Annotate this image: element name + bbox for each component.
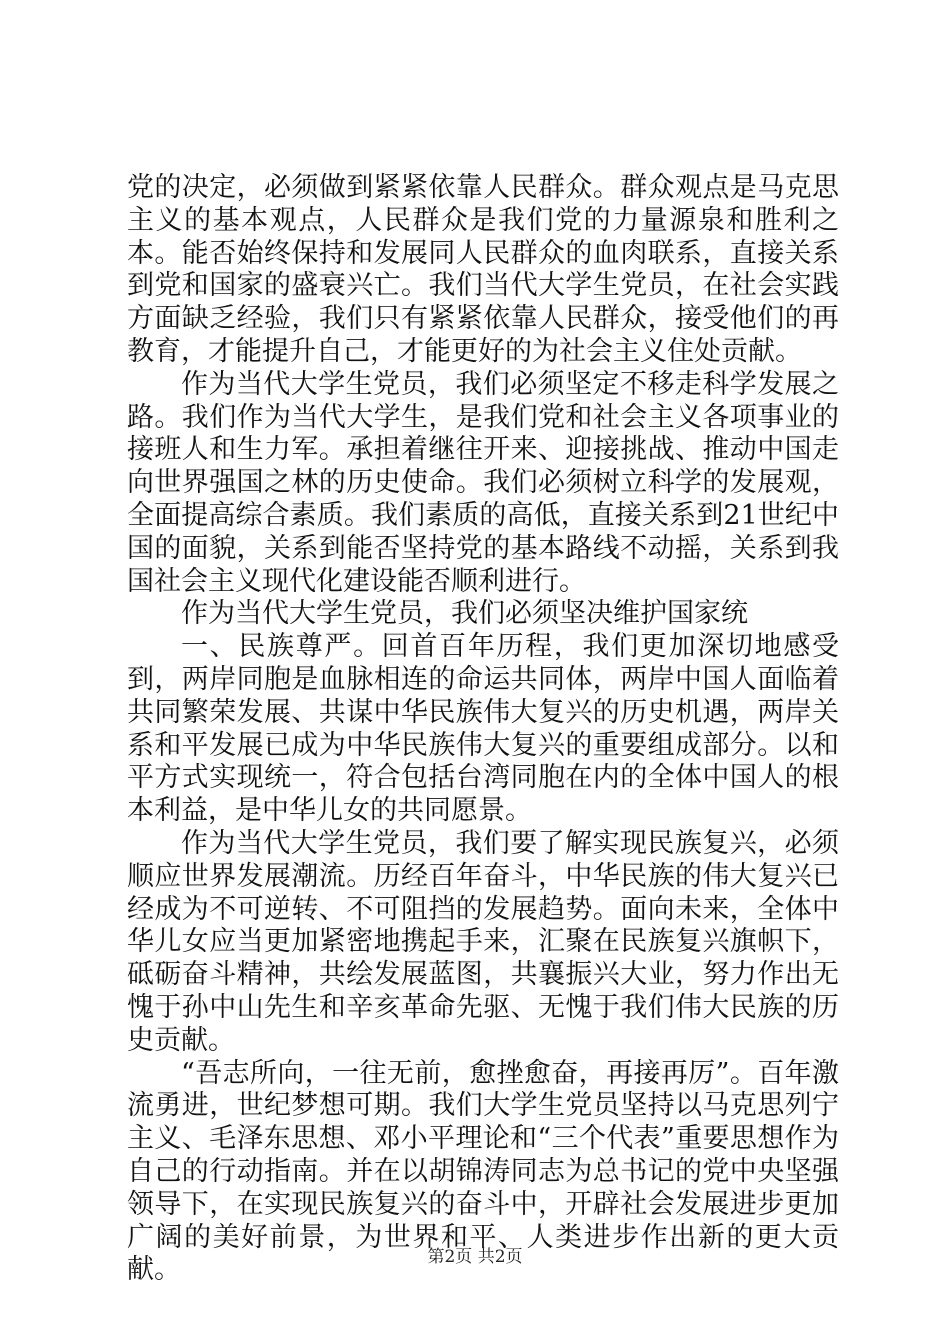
paragraph-4: 一、民族尊严。回首百年历程，我们更加深切地感受到，两岸同胞是血脉相连的命运共同体，两岸中国人面临着共同繁荣发展、共谋中华民族伟大复兴的历史机遇，两岸关系和平发展已成为中华民族伟大复兴的重要组成部分。以和平方式实现统一，符合包括台湾同胞在内的全体中国人的根本利益，是中华儿女的共同愿景。: [127, 631, 839, 827]
page-number-label: 第2页 共2页: [427, 1247, 523, 1267]
page-footer: [0, 1242, 950, 1267]
paragraph-2: 作为当代大学生党员，我们必须坚定不移走科学发展之路。我们作为当代大学生，是我们党和社会主义各项事业的接班人和生力军。承担着继往开来、迎接挑战、推动中国走向世界强国之林的历史使命。我们必须树立科学的发展观，全面提高综合素质。我们素质的高低，直接关系到21世纪中国的面貌，关系到能否坚持党的基本路线不动摇，关系到我国社会主义现代化建设能否顺利进行。: [127, 368, 839, 597]
paragraph-3: 作为当代大学生党员，我们必须坚决维护国家统: [181, 598, 748, 630]
paragraph-6: “吾志所向，一往无前，愈挫愈奋，再接再厉”。百年激流勇进，世纪梦想可期。我们大学生党员坚持以马克思列宁主义、毛泽东思想、邓小平理论和“三个代表”重要思想作为自己的行动指南。并在以胡锦涛同志为总书记的党中央坚强领导下，在实现民族复兴的奋斗中，开辟社会发展进步更加广阔的美好前景，为世界和平、人类进步作出新的更大贡献。: [127, 1057, 839, 1286]
paragraph-5: 作为当代大学生党员，我们要了解实现民族复兴，必须顺应世界发展潮流。历经百年奋斗，中华民族的伟大复兴已经成为不可逆转、不可阻挡的发展趋势。面向未来，全体中华儿女应当更加紧密地携起手来，汇聚在民族复兴旗帜下，砥砺奋斗精神，共绘发展蓝图，共襄振兴大业，努力作出无愧于孙中山先生和辛亥革命先驱、无愧于我们伟大民族的历史贡献。: [127, 827, 839, 1056]
document-body: [127, 172, 839, 1287]
paragraph-1: 党的决定，必须做到紧紧依靠人民群众。群众观点是马克思主义的基本观点，人民群众是我们党的力量源泉和胜利之本。能否始终保持和发展同人民群众的血肉联系，直接关系到党和国家的盛衰兴亡。我们当代大学生党员，在社会实践方面缺乏经验，我们只有紧紧依靠人民群众，接受他们的再教育，才能提升自己，才能更好的为社会主义住处贡献。: [127, 172, 839, 367]
